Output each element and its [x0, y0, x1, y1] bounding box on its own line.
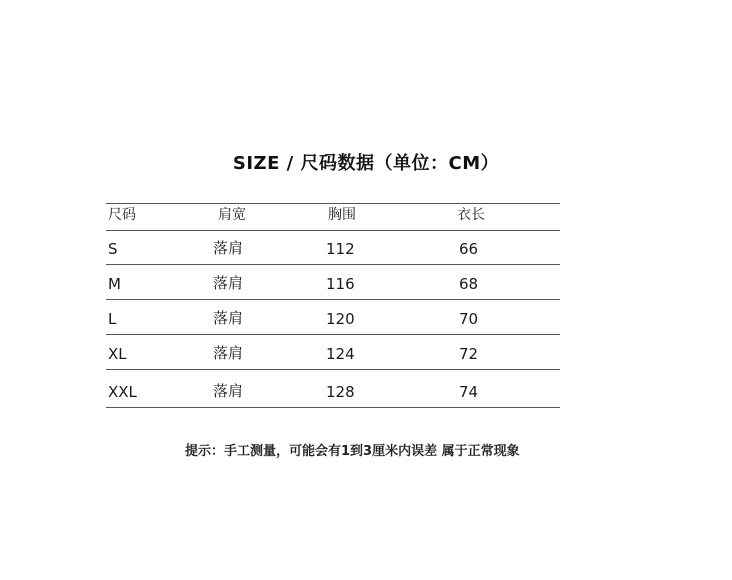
- cell-chest: 116: [326, 275, 355, 293]
- size-table: [106, 203, 560, 408]
- cell-length: 68: [459, 275, 479, 293]
- header-chest: 胸围: [328, 207, 356, 223]
- header-shoulder: 肩宽: [218, 207, 246, 223]
- cell-length: 74: [459, 383, 479, 401]
- cell-length: 70: [459, 310, 479, 328]
- cell-size: L: [108, 310, 117, 328]
- cell-size: M: [108, 275, 121, 293]
- table-row: [106, 231, 560, 265]
- table-row: [106, 265, 560, 300]
- cell-size: XL: [108, 345, 127, 363]
- cell-length: 66: [459, 240, 479, 258]
- cell-chest: 128: [326, 383, 355, 401]
- cell-shoulder: 落肩: [213, 239, 244, 257]
- table-row: [106, 370, 560, 408]
- cell-length: 72: [459, 345, 479, 363]
- cell-shoulder: 落肩: [213, 382, 244, 400]
- cell-shoulder: 落肩: [213, 274, 244, 292]
- cell-chest: 120: [326, 310, 355, 328]
- cell-shoulder: 落肩: [213, 344, 244, 362]
- cell-chest: 112: [326, 240, 355, 258]
- page-title: SIZE / 尺码数据（单位：CM）: [232, 153, 500, 174]
- header-size: 尺码: [108, 207, 136, 223]
- header-length: 衣长: [457, 207, 485, 223]
- cell-shoulder: 落肩: [213, 309, 244, 327]
- table-row: [106, 335, 560, 370]
- cell-size: XXL: [108, 383, 137, 401]
- table-row: [106, 300, 560, 335]
- cell-chest: 124: [326, 345, 355, 363]
- cell-size: S: [108, 240, 118, 258]
- measurement-note: 提示：手工测量，可能会有1到3厘米内误差 属于正常现象: [185, 444, 520, 459]
- table-header-row: [106, 203, 560, 231]
